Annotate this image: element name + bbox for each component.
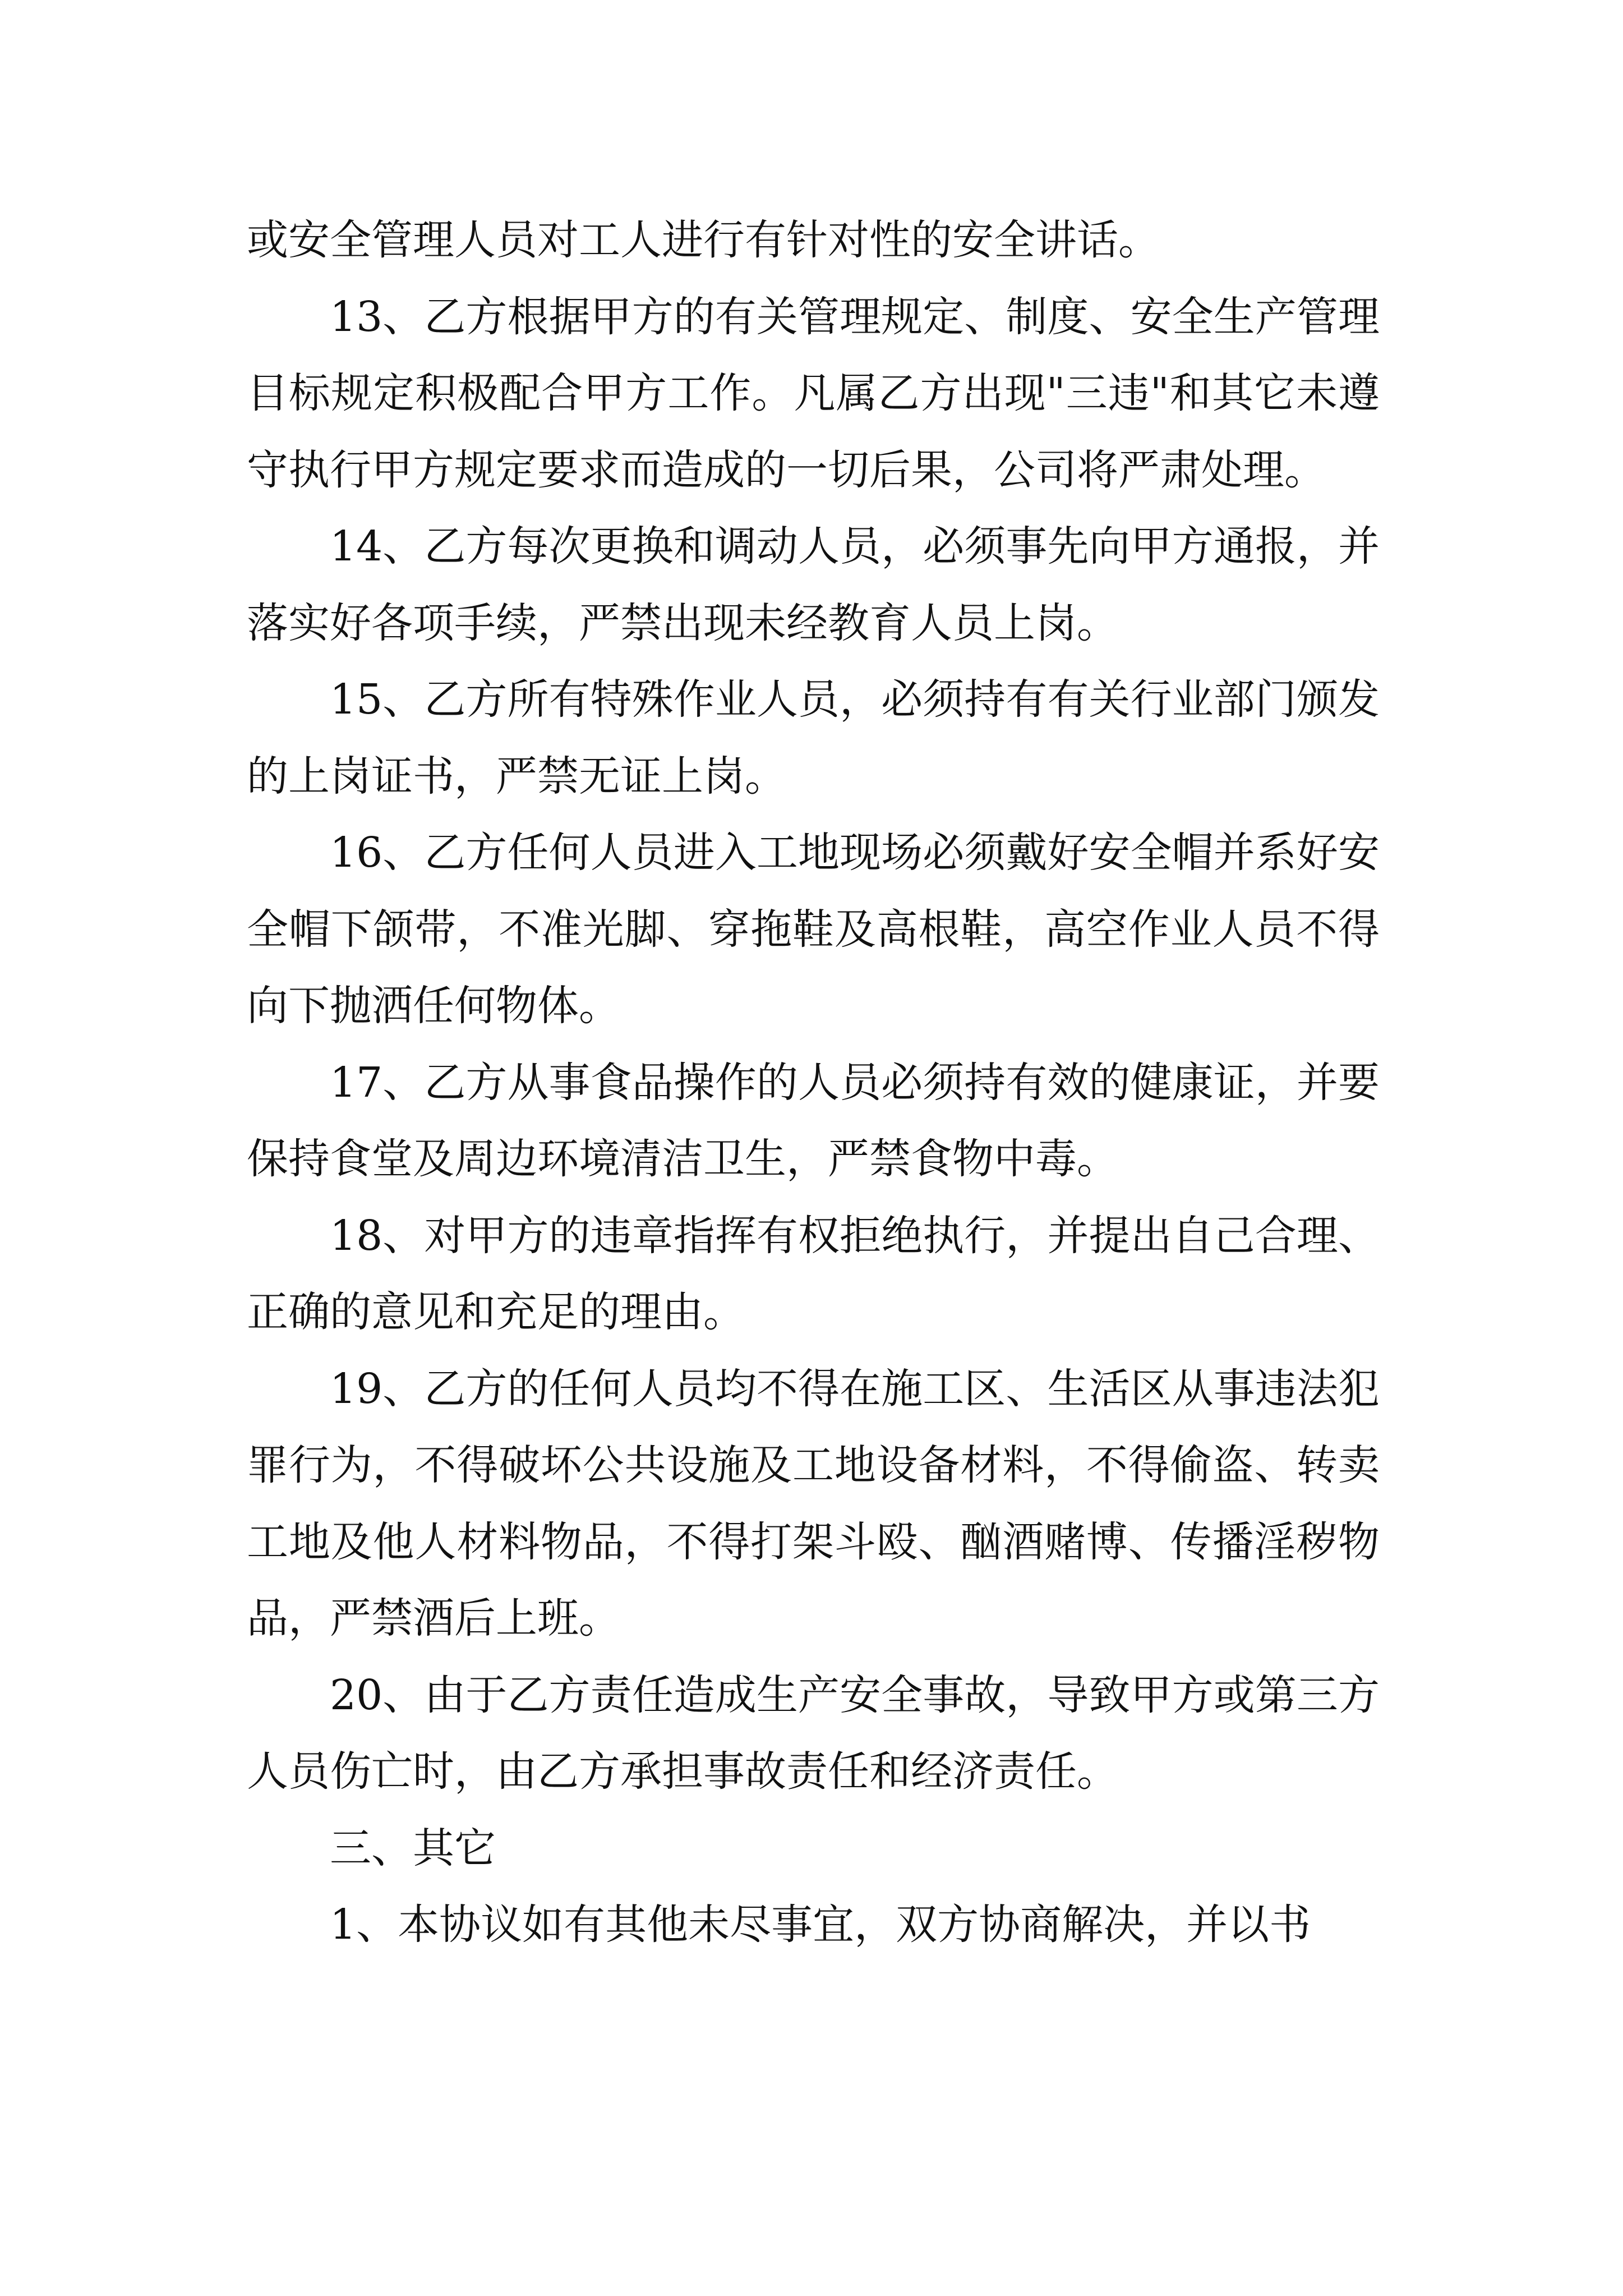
paragraph-other-item-1: 1、本协议如有其他未尽事宜，双方协商解决，并以书 <box>330 1901 1311 1949</box>
paragraph-item-17: 17、乙方从事食品操作的人员必须持有效的健康证，并要保持食堂及周边环境清洁卫生，严禁食物中毒。 <box>247 1058 1380 1183</box>
paragraph-item-15: 15、乙方所有特殊作业人员，必须持有有关行业部门颁发的上岗证书，严禁无证上岗。 <box>247 675 1380 800</box>
paragraph-item-13: 13、乙方根据甲方的有关管理规定、制度、安全生产管理目标规定积极配合甲方工作。凡属乙方出现"三违"和其它未遵守执行甲方规定要求而造成的一切后果，公司将严肃处理。 <box>247 292 1380 494</box>
paragraph-item-20: 20、由于乙方责任造成生产安全事故，导致甲方或第三方人员伤亡时，由乙方承担事故责任和经济责任。 <box>247 1671 1380 1796</box>
document-body <box>247 202 1380 1963</box>
paragraph-item-19: 19、乙方的任何人员均不得在施工区、生活区从事违法犯罪行为，不得破坏公共设施及工地设备材料，不得偷盗、转卖工地及他人材料物品，不得打架斗殴、酗酒赌博、传播淫秽物品，严禁酒后上班。 <box>247 1364 1380 1642</box>
paragraph-item-16: 16、乙方任何人员进入工地现场必须戴好安全帽并系好安全帽下颌带，不准光脚、穿拖鞋及高根鞋，高空作业人员不得向下抛洒任何物体。 <box>247 829 1380 1030</box>
paragraph-item-14: 14、乙方每次更换和调动人员，必须事先向甲方通报，并落实好各项手续，严禁出现未经教育人员上岗。 <box>247 522 1380 647</box>
paragraph-continuation: 或安全管理人员对工人进行有针对性的安全讲话。 <box>247 216 1160 264</box>
section-heading-other: 三、其它 <box>330 1824 496 1872</box>
paragraph-item-18: 18、对甲方的违章指挥有权拒绝执行，并提出自己合理、正确的意见和充足的理由。 <box>247 1211 1380 1336</box>
